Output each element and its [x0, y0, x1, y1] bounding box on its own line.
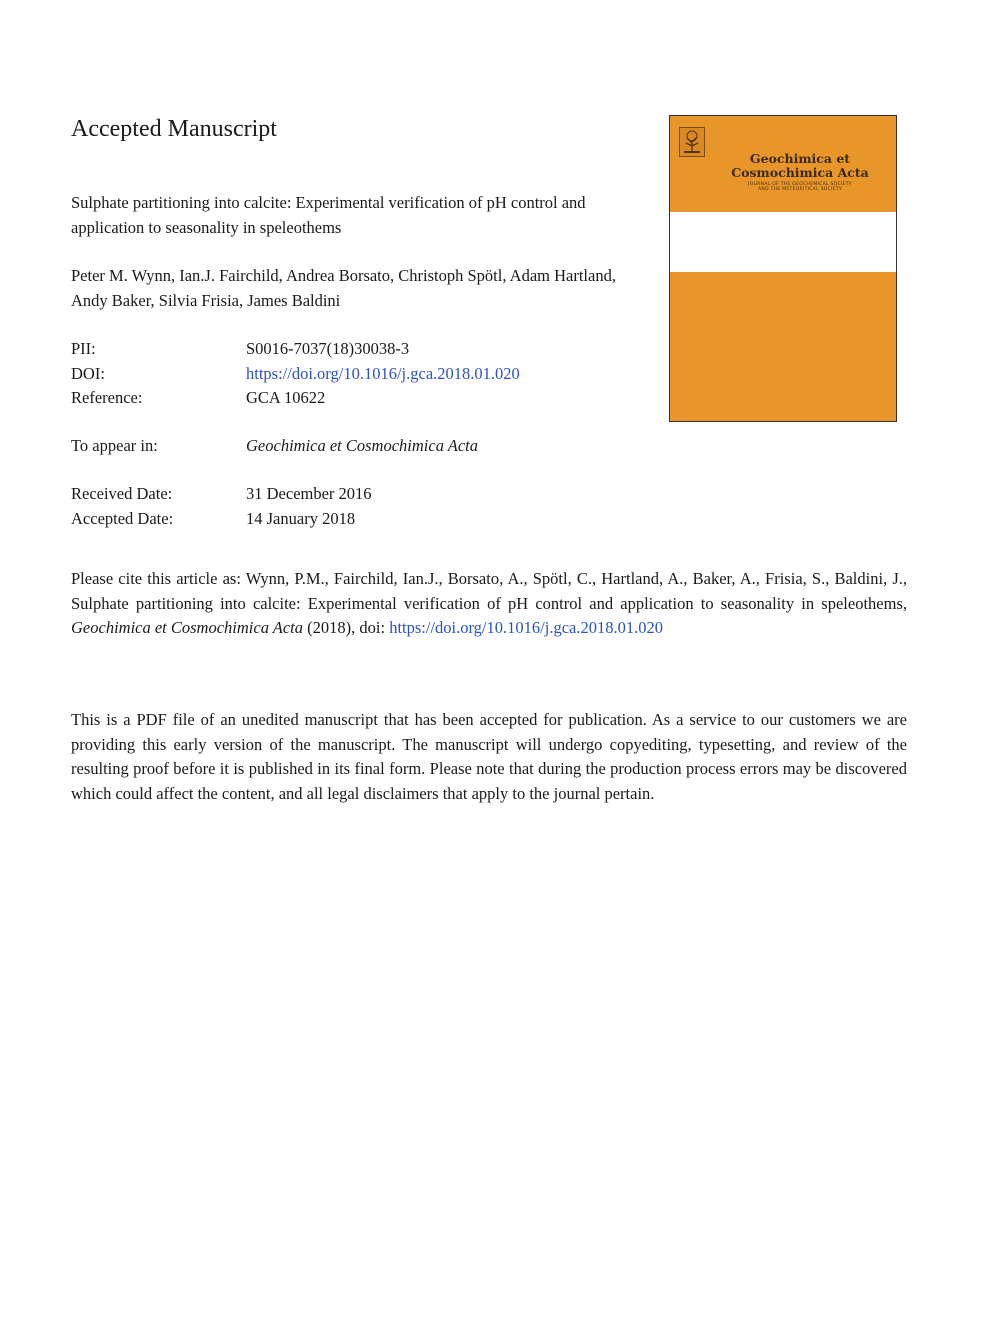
cover-subtitle	[725, 182, 875, 192]
cover-white-band	[670, 212, 896, 272]
cover-subtitle-line-2: AND THE METEORITICAL SOCIETY	[758, 187, 842, 192]
cover-journal-title	[710, 152, 890, 180]
accepted-date-value: 14 January 2018	[246, 509, 356, 528]
appear-in-value: Geochimica et Cosmochimica Acta	[246, 436, 479, 455]
citation-middle: (2018), doi:	[303, 618, 390, 638]
citation-journal: Geochimica et Cosmochimica Acta	[71, 618, 304, 638]
article-title: Sulphate partitioning into calcite: Experimental verification of pH control and application to seasonality in speleothems	[71, 193, 586, 237]
accepted-manuscript-heading: Accepted Manuscript	[71, 116, 277, 142]
journal-cover	[669, 115, 897, 422]
citation-paragraph	[71, 567, 907, 641]
cover-subtitle-line-1: JOURNAL OF THE GEOCHEMICAL SOCIETY	[748, 182, 852, 187]
received-date-value: 31 December 2016	[246, 484, 372, 503]
received-date-label: Received Date:	[71, 484, 173, 503]
doi-link[interactable]: https://doi.org/10.1016/j.gca.2018.01.020	[246, 364, 520, 383]
cover-title-line-2: Cosmochimica Acta	[731, 165, 869, 180]
disclaimer-paragraph: This is a PDF file of an unedited manuscript that has been accepted for publication. As a service to our customers we are providing this early version of the manuscript. The manuscript will undergo copyediting, typesetting, and review of the resulting proof before it is published in its final form. Please note that during the production process errors may be discovered which could affect the content, and all legal disclaimers that apply to the journal pertain.	[71, 710, 907, 804]
reference-label: Reference:	[71, 388, 143, 407]
elsevier-tree-icon	[679, 127, 705, 157]
doi-label: DOI:	[71, 364, 105, 383]
cover-title-line-1: Geochimica et	[749, 151, 851, 166]
article-authors: Peter M. Wynn, Ian.J. Fairchild, Andrea Borsato, Christoph Spötl, Adam Hartland, Andy Baker, Silvia Frisia, James Baldini	[71, 266, 616, 310]
appear-in-label: To appear in:	[71, 436, 158, 455]
reference-value: GCA 10622	[246, 388, 326, 407]
accepted-date-label: Accepted Date:	[71, 509, 174, 528]
citation-doi-link[interactable]: https://doi.org/10.1016/j.gca.2018.01.020	[389, 618, 663, 638]
citation-prefix: Please cite this article as: Wynn, P.M., Fairchild, Ian.J., Borsato, A., Spötl, C., Hartland, A., Baker, A., Frisia, S., Baldini, J., Sulphate partitioning into calcite: Experimental verification of pH control and application to seasonality in speleothems,	[71, 569, 907, 613]
pii-label: PII:	[71, 339, 96, 358]
pii-value: S0016-7037(18)30038-3	[246, 339, 410, 358]
